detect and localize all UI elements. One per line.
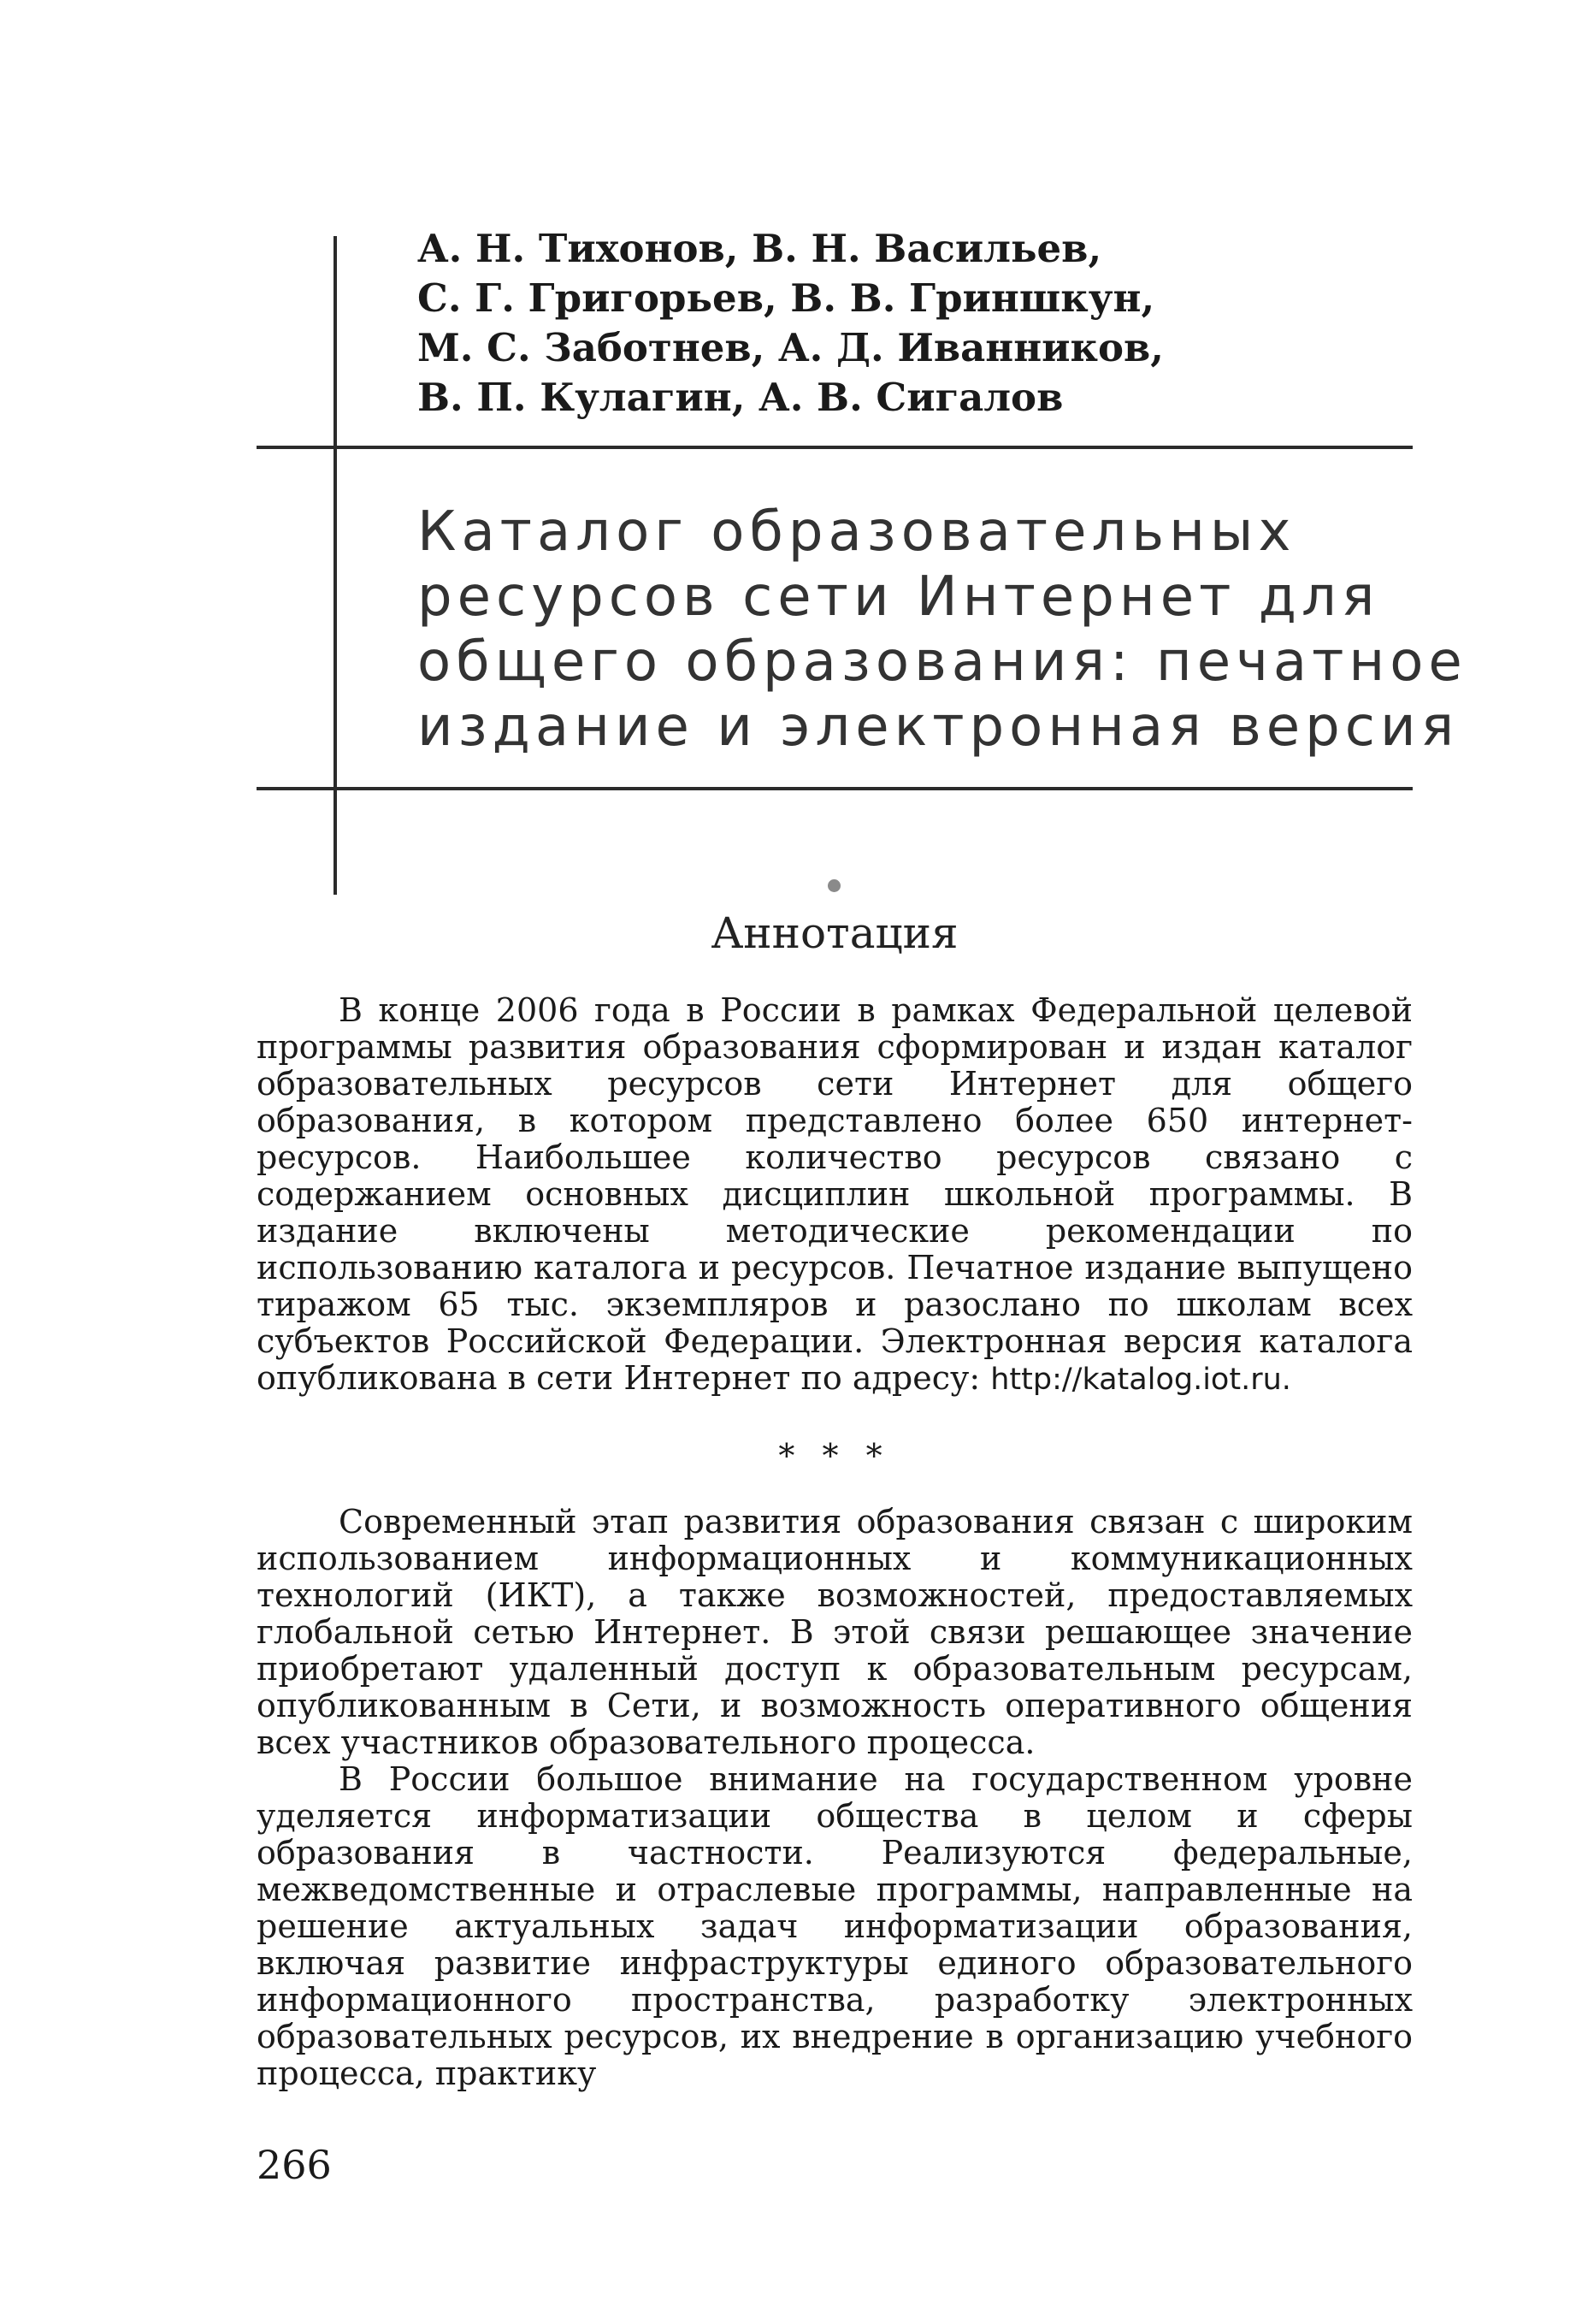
authors-block [417,224,1401,423]
page-number: 266 [257,2142,332,2188]
horizontal-rule-top [257,446,1413,449]
bullet-dot-icon [828,879,841,892]
title-line: Каталог образовательных [417,500,1296,564]
main-text [257,1504,1413,2092]
vertical-rule [333,236,337,895]
title-line: издание и электронная версия [417,695,1460,759]
title-line: общего образования: печатное [417,630,1467,694]
annotation-heading: Аннотация [711,908,959,958]
author-line: В. П. Кулагин, А. В. Сигалов [417,375,1064,420]
abstract-text: В конце 2006 года в России в рамках Федеральной целевой программы развития образования сформирован и издан каталог образовательных ресурсов сети Интернет для общего образования, в котором представлено более 650 интернет-ресурсов. Наибольшее количество ресурсов связано с содержанием основных дисциплин школьной программы. В издание включены методические рекомендации по использованию каталога и ресурсов. Печатное издание выпущено тиражом 65 тыс. экземпляров и разослано по школам всех субъектов Российской Федерации. Электронная версия каталога опубликована в сети Интернет по адресу: [257,991,1413,1397]
horizontal-rule-bottom [257,787,1413,790]
abstract-url: http://katalog.iot.ru. [990,1363,1291,1397]
body-paragraph: В России большое внимание на государственном уровне уделяется информатизации общества в целом и сферы образования в частности. Реализуются федеральные, межведомственные и отраслевые программы, направленные на решение актуальных задач информатизации образования, включая развитие инфраструктуры единого образовательного информационного пространства, разработку электронных образовательных ресурсов, их внедрение в организацию учебного процесса, практику [257,1760,1413,2092]
title-line: ресурсов сети Интернет для [417,565,1380,629]
article-title [417,500,1467,760]
abstract [257,992,1413,1399]
body-paragraph: Современный этап развития образования связан с широким использованием информационных и коммуникационных технологий (ИКТ), а также возможностей, предоставляемых глобальной сетью Интернет. В этой связи решающее значение приобретают удаленный доступ к образовательным ресурсам, опубликованным в Сети, и возможность оперативного общения всех участников образовательного процесса. [257,1503,1413,1761]
author-line: М. С. Заботнев, А. Д. Иванников, [417,325,1164,370]
abstract-paragraph [257,992,1413,1399]
author-line: А. Н. Тихонов, В. Н. Васильев, [417,226,1102,271]
section-separator: * * * [778,1437,891,1475]
author-line: С. Г. Григорьев, В. В. Гриншкун, [417,275,1155,321]
